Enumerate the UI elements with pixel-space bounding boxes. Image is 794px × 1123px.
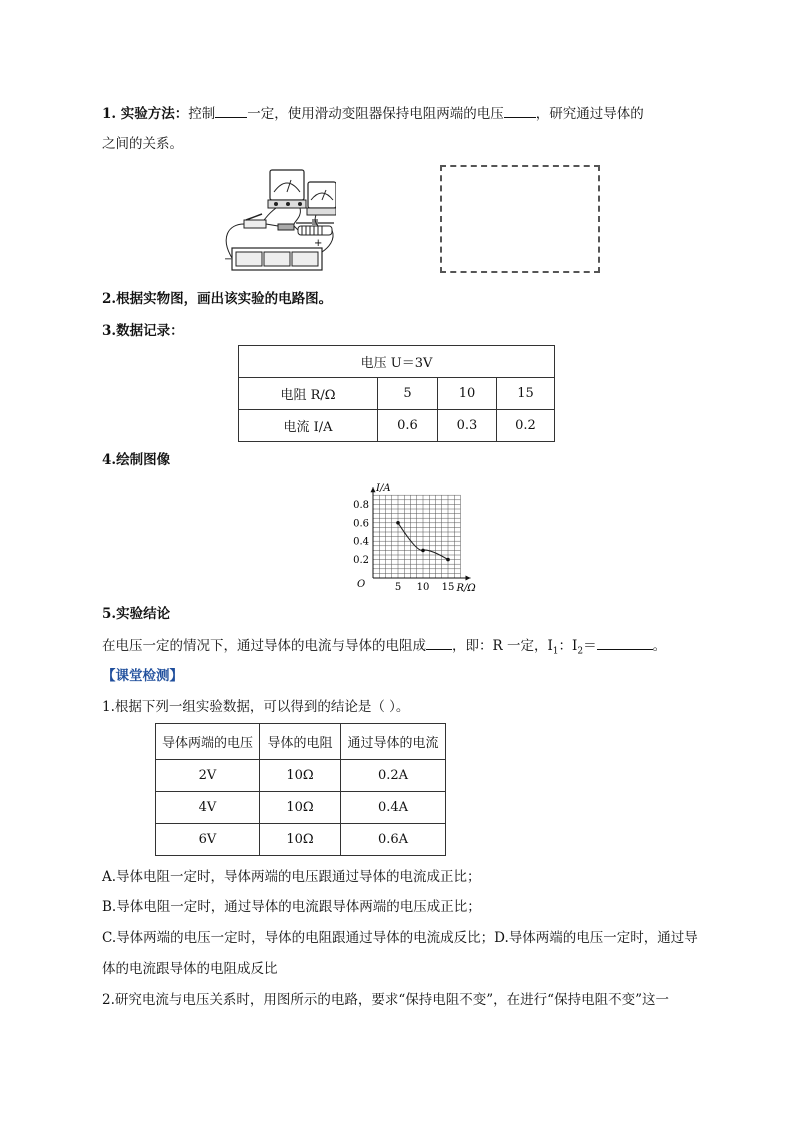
method-label: 1. 实验方法： xyxy=(102,106,189,122)
conclusion-colon: ：I xyxy=(558,638,578,654)
question-table xyxy=(155,723,446,856)
apparatus-illustration xyxy=(218,168,336,274)
section-title: 【课堂检测】 xyxy=(102,668,183,684)
method-line-2: 之间的关系。 xyxy=(102,136,183,152)
wire xyxy=(266,224,278,226)
conclusion-text-1: 在电压一定的情况下，通过导体的电流与导体的电阻成 xyxy=(102,638,426,654)
data-point xyxy=(421,549,425,553)
y-tick-label: 0.8 xyxy=(353,499,369,511)
question-1: 1.根据下列一组实验数据，可以得到的结论是（ ）。 xyxy=(102,699,410,715)
table-cell: 0.2 xyxy=(497,410,555,442)
method-text-3: ，研究通过导体的 xyxy=(535,106,644,122)
record-table-header: 电压 U＝3V xyxy=(239,346,555,378)
table-cell: 10Ω xyxy=(260,792,341,824)
data-point xyxy=(446,558,450,562)
table-row xyxy=(156,760,446,792)
x-tick-label: 15 xyxy=(441,582,455,593)
minus-label: − xyxy=(224,254,233,265)
voltmeter-icon xyxy=(268,170,306,208)
question-2: 2.研究电流与电压关系时，用图所示的电路，要求“保持电阻不变”，在进行“保持电阻不变”这一 xyxy=(102,992,669,1008)
answer-blank[interactable] xyxy=(504,103,536,118)
table-cell: 0.3 xyxy=(438,410,497,442)
chart-tick-labels xyxy=(353,500,454,593)
answer-blank[interactable] xyxy=(597,635,653,650)
table-cell: 2V xyxy=(156,760,260,792)
data-point xyxy=(396,521,400,525)
option-d-continued: 体的电流跟导体的电阻成反比 xyxy=(102,961,278,977)
row-label: 电阻 R/Ω xyxy=(239,378,378,410)
table-row xyxy=(156,792,446,824)
x-tick-label: 10 xyxy=(416,582,430,593)
conclusion-equals: ＝ xyxy=(583,638,597,654)
option-c-d: C.导体两端的电压一定时，导体的电阻跟通过导体的电流成反比；D.导体两端的电压一定时，通过导 xyxy=(102,930,698,946)
conclusion-end: 。 xyxy=(652,638,667,654)
method-line xyxy=(102,103,644,124)
answer-blank[interactable] xyxy=(215,103,247,118)
x-axis-label: R/Ω xyxy=(456,583,476,593)
table-cell: 10Ω xyxy=(260,824,341,856)
step5-text: 5.实验结论 xyxy=(102,606,171,622)
y-axis-arrow xyxy=(371,487,376,492)
column-header: 导体两端的电压 xyxy=(156,724,260,760)
table-cell: 10Ω xyxy=(260,760,341,792)
wire xyxy=(294,208,300,224)
battery-icon xyxy=(224,238,322,270)
column-header: 通过导体的电流 xyxy=(341,724,446,760)
step2-text: 2.根据实物图，画出该实验的电路图。 xyxy=(102,291,333,307)
table-cell: 0.6 xyxy=(378,410,438,442)
y-tick-label: 0.6 xyxy=(353,518,369,530)
option-a: A.导体电阻一定时，导体两端的电压跟通过导体的电流成正比； xyxy=(102,869,481,885)
method-text-2: 一定，使用滑动变阻器保持电阻两端的电压 xyxy=(247,106,504,122)
table-row xyxy=(239,410,555,442)
step4-text: 4.绘制图像 xyxy=(102,452,171,468)
table-row xyxy=(239,378,555,410)
resistor-icon xyxy=(278,224,294,230)
answer-blank[interactable] xyxy=(426,635,452,650)
table-cell: 0.6A xyxy=(341,824,446,856)
table-cell: 15 xyxy=(497,378,555,410)
current-resistance-graph xyxy=(335,478,480,593)
x-tick-label: 5 xyxy=(394,582,402,593)
table-cell: 5 xyxy=(378,378,438,410)
column-header: 导体的电阻 xyxy=(260,724,341,760)
y-tick-label: 0.4 xyxy=(353,536,369,548)
wire xyxy=(294,226,298,230)
origin-label: O xyxy=(357,579,366,590)
chart-grid xyxy=(373,495,461,578)
table-cell: 4V xyxy=(156,792,260,824)
method-text-1: 控制 xyxy=(188,106,216,122)
switch-icon xyxy=(244,214,266,228)
ammeter-icon xyxy=(307,182,336,215)
subscript: 1 xyxy=(552,646,559,657)
x-axis-arrow xyxy=(466,576,471,581)
step3-text: 3.数据记录： xyxy=(102,323,184,339)
conclusion-text-2: ，即：R 一定，I xyxy=(452,638,553,654)
circuit-drawing-area[interactable] xyxy=(440,165,600,273)
wire xyxy=(264,208,276,220)
record-table xyxy=(238,345,555,442)
table-cell: 0.2A xyxy=(341,760,446,792)
table-cell: 6V xyxy=(156,824,260,856)
y-axis-label: I/A xyxy=(376,483,391,495)
table-row xyxy=(156,824,446,856)
y-tick-label: 0.2 xyxy=(353,555,369,567)
table-cell: 0.4A xyxy=(341,792,446,824)
table-cell: 10 xyxy=(438,378,497,410)
option-b: B.导体电阻一定时，通过导体的电流跟导体两端的电压成正比； xyxy=(102,899,481,915)
subscript: 2 xyxy=(577,646,584,657)
conclusion-line xyxy=(102,635,666,662)
row-label: 电流 I/A xyxy=(239,410,378,442)
plus-label: + xyxy=(314,238,323,249)
